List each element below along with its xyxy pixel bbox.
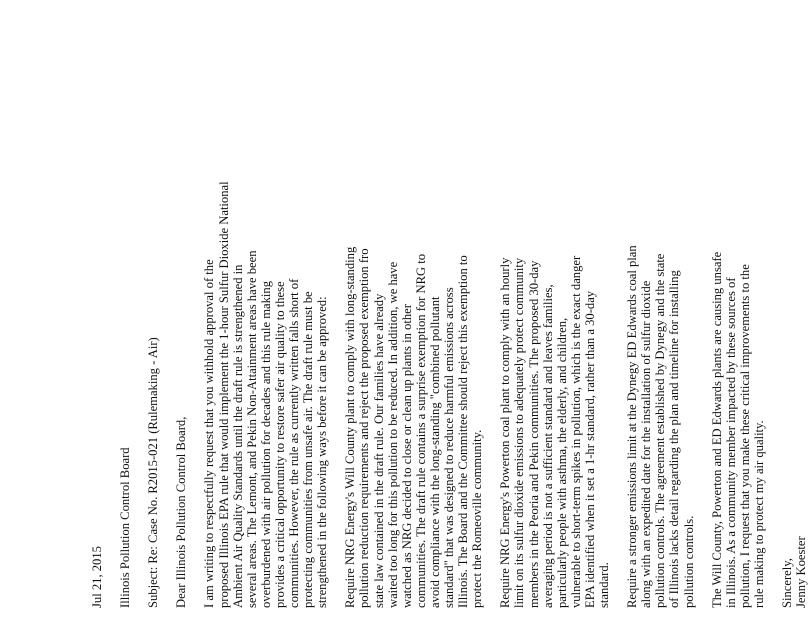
paragraph-3-line: particularly people with asthma, the elderly, and children, [554, 317, 569, 608]
paragraph-3-line: vulnerable to short-term spikes in pollution, which is the exact danger [568, 255, 583, 608]
paragraph-1-line: overburdened with air pollution for decades and this rule making [258, 281, 273, 608]
paragraph-2-line: state law contained in the draft rule. Our families have already [371, 293, 386, 608]
paragraph-2-line: waited too long for this pollution to be reduced. In addition, we have [385, 261, 400, 608]
paragraph-1-line: protecting communities from unsafe air. The draft rule must be [301, 291, 316, 608]
paragraph-2-line: watched as NRG decided to close or clean up plants in other [399, 304, 414, 608]
letter-date: Jul 21, 2015 [90, 546, 104, 608]
paragraph-4-line: of Illinois lacks detail regarding the plan and timeline for installing [667, 270, 682, 608]
paragraph-1-line: strengthened in the following ways before it can be approved: [315, 296, 330, 608]
paragraph-3-line: standard. [597, 562, 611, 608]
paragraph-4-line: Require a stronger emissions limit at the Dynegy ED Edwards coal plan [625, 245, 640, 608]
paragraph-4-line: along with an expedited date for the installation of sulfur dioxide [639, 280, 654, 608]
salutation: Dear Illinois Pollution Control Board, [174, 416, 189, 608]
paragraph-5-line: The Will County, Powerton and ED Edwards plants are causing unsafe [709, 251, 724, 608]
paragraph-4-line: pollution controls. The agreement established by Dynegy and the state [653, 253, 668, 608]
recipient-line: Illinois Pollution Control Board [118, 447, 133, 608]
paragraph-2-line: pollution reduction requirements and reject the proposed exemption fro [357, 248, 372, 608]
paragraph-5-line: pollution, I request that you make these critical improvements to the [737, 264, 752, 608]
paragraph-5-line: rule making to protect my air quality. [751, 420, 766, 608]
paragraph-2-line: Illinois. The Board and the Committee should reject this exemption to [456, 255, 471, 608]
paragraph-3-line: members in the Peoria and Pekin communities. The proposed 30-day [526, 260, 541, 608]
closing: Sincerely, [780, 558, 794, 608]
paragraph-2-line: protect the Romeoville community. [470, 429, 485, 608]
paragraph-5-line: in Illinois. As a community member impacted by these sources of [723, 277, 738, 608]
paragraph-4-line: pollution controls. [681, 515, 696, 608]
paragraph-2-line: avoid compliance with the long-standing "combined pollutant [427, 296, 442, 608]
paragraph-2-line: standard" that was designed to reduce harmful emissions across [442, 287, 456, 608]
paragraph-1-line: proposed Illinois EPA rule that would implement the 1-hour Sulfur Dioxide National [216, 181, 231, 608]
paragraph-3-line: limit on its sulfur dioxide emissions to adequately protect community [512, 257, 527, 608]
paragraph-1-line: I am writing to respectfully request that you withhold approval of the [202, 259, 217, 608]
paragraph-1-line: provides a critical opportunity to restore safer air quality to these [272, 281, 287, 608]
subject-line: Subject: Re: Case No. R2015-021 (Rulemaking - Air) [146, 337, 161, 608]
paragraph-1-line: several areas. The Lemont, and Pekin Non-Attainment areas have been [244, 250, 259, 608]
letter-page [90, 48, 808, 608]
paragraph-1-line: communities. However, the rule as currently written falls short of [287, 278, 301, 608]
paragraph-2-line: communities. The draft rule contains a surprise exemption for NRG to [413, 253, 428, 608]
signature: Jenny Koester [794, 536, 808, 608]
paragraph-1-line: Ambient Air Quality Standards until the draft rule is strengthened in [230, 264, 245, 608]
paragraph-2-line: Require NRG Energy's Will County plant to comply with long-standing [343, 246, 358, 608]
paragraph-3-line: EPA identified when it set a 1-hr standard, rather than a 30-day [582, 290, 597, 608]
paragraph-3-line: Require NRG Energy's Powerton coal plant to comply with an hourly [498, 257, 513, 608]
paragraph-3-line: averaging period is not a sufficient standard and leaves families, [540, 284, 555, 608]
